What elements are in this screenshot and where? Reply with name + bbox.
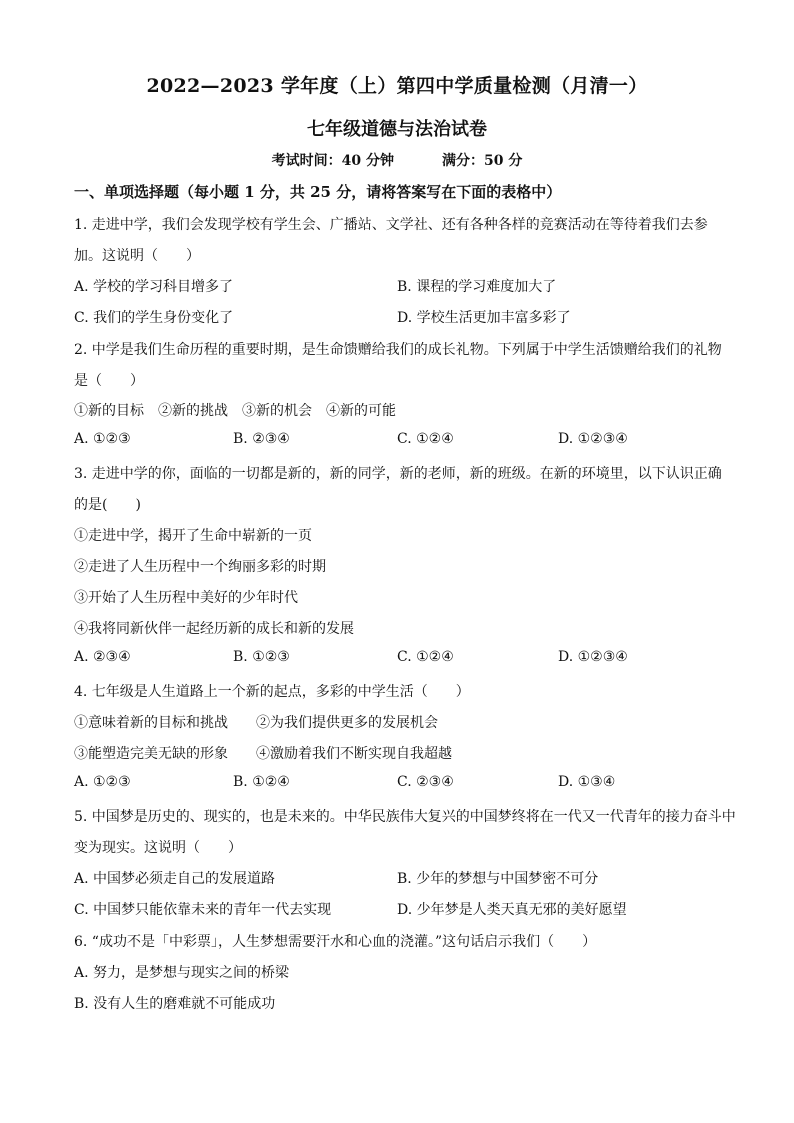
exam-time: 考试时间：40 分钟: [271, 153, 394, 169]
question-item: ①新的目标 ②新的挑战 ③新的机会 ④新的可能: [74, 403, 396, 419]
option-c: C. ①②④: [397, 431, 454, 447]
option-a: A. ②③④: [74, 649, 131, 665]
option-d: D. 少年梦是人类天真无邪的美好愿望: [397, 902, 627, 918]
option-a: A. 努力，是梦想与现实之间的桥梁: [74, 965, 290, 981]
option-b: B. 少年的梦想与中国梦密不可分: [397, 871, 599, 887]
question-stem: 变为现实。这说明（ ）: [74, 840, 242, 856]
exam-title: 2022—2023 学年度（上）第四中学质量检测（月清一）: [146, 75, 648, 97]
question-item: ③能塑造完美无缺的形象 ④激励着我们不断实现自我超越: [74, 746, 452, 762]
question-stem: 的是( ): [74, 497, 141, 513]
option-d: D. 学校生活更加丰富多彩了: [397, 310, 571, 326]
option-d: D. ①②③④: [558, 431, 628, 447]
option-b: B. ①②④: [233, 774, 290, 790]
option-b: B. 课程的学习难度加大了: [397, 279, 557, 295]
question-stem: 是（ ）: [74, 373, 144, 389]
question-item: ③开始了人生历程中美好的少年时代: [74, 590, 298, 606]
question-stem: 1. 走进中学，我们会发现学校有学生会、广播站、文学社、还有各种各样的竞赛活动在等待着我们去参: [74, 217, 708, 233]
option-d: D. ①②③④: [558, 649, 628, 665]
option-c: C. ①②④: [397, 649, 454, 665]
option-b: B. ①②③: [233, 649, 290, 665]
option-c: C. 中国梦只能依靠未来的青年一代去实现: [74, 902, 332, 918]
question-stem: 加。这说明（ ）: [74, 248, 200, 264]
option-b: B. ②③④: [233, 431, 290, 447]
question-stem: 6. “成功不是「中彩票」，人生梦想需要汗水和心血的浇灌。”这句话启示我们（ ）: [74, 934, 597, 950]
exam-subtitle: 七年级道德与法治试卷: [307, 119, 487, 140]
question-item: ①意味着新的目标和挑战 ②为我们提供更多的发展机会: [74, 715, 438, 731]
option-a: A. 中国梦必须走自己的发展道路: [74, 871, 276, 887]
option-c: C. ②③④: [397, 774, 454, 790]
option-a: A. ①②③: [74, 774, 131, 790]
section-heading: 一、单项选择题（每小题 1 分，共 25 分，请将答案写在下面的表格中）: [74, 183, 562, 201]
option-b: B. 没有人生的磨难就不可能成功: [74, 996, 276, 1012]
option-a: A. ①②③: [74, 431, 131, 447]
question-item: ①走进中学，揭开了生命中崭新的一页: [74, 528, 312, 544]
option-d: D. ①③④: [558, 774, 616, 790]
question-stem: 2. 中学是我们生命历程的重要时期，是生命馈赠给我们的成长礼物。下列属于中学生活馈赠给我们的礼物: [74, 342, 722, 358]
question-stem: 4. 七年级是人生道路上一个新的起点，多彩的中学生活（ ）: [74, 684, 470, 700]
question-item: ②走进了人生历程中一个绚丽多彩的时期: [74, 559, 326, 575]
exam-meta: [0, 150, 794, 170]
option-a: A. 学校的学习科目增多了: [74, 279, 234, 295]
exam-score: 满分：50 分: [442, 153, 523, 169]
question-stem: 3. 走进中学的你，面临的一切都是新的，新的同学，新的老师，新的班级。在新的环境里，以下认识正确: [74, 466, 722, 482]
question-stem: 5. 中国梦是历史的、现实的，也是未来的。中华民族伟大复兴的中国梦终将在一代又一代青年的接力奋斗中: [74, 809, 736, 825]
question-item: ④我将同新伙伴一起经历新的成长和新的发展: [74, 621, 354, 637]
option-c: C. 我们的学生身份变化了: [74, 310, 234, 326]
